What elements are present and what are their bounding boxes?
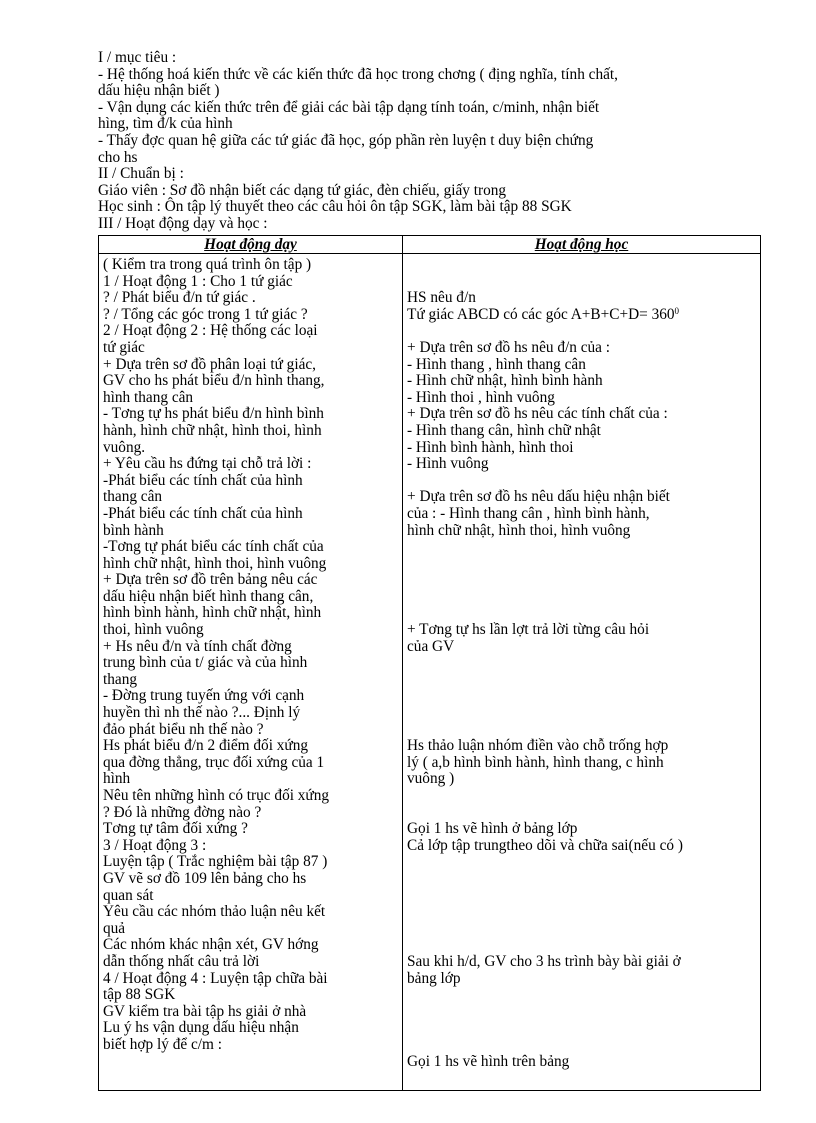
student-line bbox=[407, 805, 756, 822]
intro-line: - Hệ thống hoá kiến thức về các kiến thức đã học trong chơng ( địng nghĩa, tính chất, bbox=[98, 65, 618, 83]
teacher-line: Hs phát biểu đ/n 2 điểm đối xứng bbox=[103, 737, 309, 755]
student-line: + Dựa trên sơ đồ hs nêu các tính chất của : bbox=[407, 405, 668, 423]
student-line bbox=[407, 605, 756, 622]
teacher-line: ( Kiểm tra trong quá trình ôn tập ) bbox=[103, 256, 312, 273]
teacher-activity-cell bbox=[99, 254, 403, 1091]
student-line: - Hình thang cân, hình chữ nhật bbox=[407, 421, 601, 439]
intro-line: III / Hoạt động dạy và học : bbox=[98, 214, 268, 232]
student-line bbox=[407, 871, 756, 888]
student-line bbox=[407, 987, 756, 1004]
teacher-line: Nêu tên những hình có trục đối xứng bbox=[103, 787, 330, 804]
teacher-line: qua đờng thẳng, trục đối xứng của 1 bbox=[103, 753, 325, 771]
teacher-line: 1 / Hoạt động 1 : Cho 1 tứ giác bbox=[103, 272, 293, 290]
teacher-line: + Dựa trên sơ đồ trên bảng nêu các bbox=[103, 571, 318, 589]
teacher-line: Các nhóm khác nhận xét, GV hớng bbox=[103, 936, 319, 954]
table-row bbox=[99, 254, 761, 1091]
student-line bbox=[407, 722, 756, 739]
student-line bbox=[407, 705, 756, 722]
teacher-line: thang bbox=[103, 670, 137, 688]
intro-line: Giáo viên : Sơ đồ nhận biết các dạng tứ giác, đèn chiếu, giấy trong bbox=[98, 181, 507, 199]
teacher-line: hành, hình chữ nhật, hình thoi, hình bbox=[103, 421, 322, 439]
teacher-line: 3 / Hoạt động 3 : bbox=[103, 836, 207, 854]
student-line: - Hình bình hành, hình thoi bbox=[407, 438, 574, 456]
student-line: + Tơng tự hs lần lợt trả lời từng câu hỏi bbox=[407, 621, 650, 639]
activities-table bbox=[98, 235, 761, 1091]
intro-line: hìng, tìm đ/k của hình bbox=[98, 115, 233, 133]
table-header-row bbox=[99, 236, 761, 254]
intro-line: I / mục tiêu : bbox=[98, 49, 177, 66]
teacher-line: + Dựa trên sơ đồ phân loại tứ giác, bbox=[103, 355, 316, 373]
teacher-line: hình chữ nhật, hình thoi, hình vuông bbox=[103, 554, 327, 572]
student-line bbox=[407, 572, 756, 589]
student-line: - Hình vuông bbox=[407, 455, 489, 473]
teacher-line: -Phát biểu các tính chất của hình bbox=[103, 504, 303, 522]
teacher-line: biết hợp lý để c/m : bbox=[103, 1035, 222, 1053]
teacher-line: 4 / Hoạt động 4 : Luyện tập chữa bài bbox=[103, 969, 328, 987]
superscript-zero: 0 bbox=[674, 305, 680, 316]
teacher-line: -Tơng tự phát biểu các tính chất của bbox=[103, 538, 324, 556]
student-line bbox=[407, 937, 756, 954]
student-line bbox=[407, 257, 756, 274]
student-line bbox=[407, 788, 756, 805]
intro-line: - Vận dụng các kiến thức trên để giải các bài tập dạng tính toán, c/minh, nhận biết bbox=[98, 98, 600, 116]
teacher-line: - Đờng trung tuyến ứng với cạnh bbox=[103, 687, 305, 705]
student-line: bảng lớp bbox=[407, 969, 461, 987]
student-line: - Hình thoi , hình vuông bbox=[407, 388, 555, 406]
student-line: vuông ) bbox=[407, 770, 455, 788]
student-line: HS nêu đ/n bbox=[407, 289, 476, 307]
student-line bbox=[407, 1070, 756, 1087]
student-line bbox=[407, 323, 756, 340]
teacher-line: hình thang cân bbox=[103, 388, 194, 406]
intro-line: II / Chuẩn bị : bbox=[98, 165, 184, 183]
student-line bbox=[407, 539, 756, 556]
teacher-line: GV kiểm tra bài tập hs giải ở nhà bbox=[103, 1002, 307, 1020]
teacher-line: -Phát biểu các tính chất của hình bbox=[103, 471, 303, 489]
teacher-line: dẫn thống nhất câu trả lời bbox=[103, 952, 260, 970]
teacher-line: ? / Tổng các góc trong 1 tứ giác ? bbox=[103, 305, 308, 323]
teacher-line: GV vẽ sơ đồ 109 lên bảng cho hs bbox=[103, 869, 307, 887]
teacher-line: dấu hiệu nhận biết hình thang cân, bbox=[103, 587, 314, 605]
student-line bbox=[407, 589, 756, 606]
student-line bbox=[407, 556, 756, 573]
student-line: lý ( a,b hình bình hành, hình thang, c hình bbox=[407, 753, 664, 771]
student-line bbox=[407, 1004, 756, 1021]
teacher-line: đảo phát biểu nh thế nào ? bbox=[103, 720, 264, 738]
student-line: Gọi 1 hs vẽ hình trên bảng bbox=[407, 1052, 570, 1070]
student-line bbox=[407, 672, 756, 689]
student-line: + Dựa trên sơ đồ hs nêu đ/n của : bbox=[407, 338, 611, 356]
student-line: - Hình thang , hình thang cân bbox=[407, 355, 586, 373]
teacher-line: + Hs nêu đ/n và tính chất đờng bbox=[103, 637, 292, 655]
teacher-line: trung bình của t/ giác và của hình bbox=[103, 654, 308, 672]
student-activity-cell bbox=[403, 254, 761, 1091]
teacher-line: ? / Phát biểu đ/n tứ giác . bbox=[103, 289, 256, 307]
teacher-line: Luyện tập ( Trắc nghiệm bài tập 87 ) bbox=[103, 853, 328, 871]
teacher-line: tập 88 SGK bbox=[103, 986, 176, 1004]
teacher-line: thoi, hình vuông bbox=[103, 621, 204, 639]
teacher-line: vuông. bbox=[103, 438, 146, 456]
intro-line: dấu hiệu nhận biết ) bbox=[98, 82, 220, 100]
student-line: của : - Hình thang cân , hình bình hành, bbox=[407, 504, 650, 522]
teacher-line: quan sát bbox=[103, 886, 154, 904]
teacher-line: 2 / Hoạt động 2 : Hệ thống các loại bbox=[103, 322, 318, 340]
teacher-line: Lu ý hs vận dụng dấu hiệu nhận bbox=[103, 1019, 299, 1037]
teacher-line: Tơng tự tâm đối xứng ? bbox=[103, 820, 248, 838]
objectives-section bbox=[98, 50, 778, 233]
student-line bbox=[407, 888, 756, 905]
teacher-line: GV cho hs phát biểu đ/n hình thang, bbox=[103, 372, 325, 390]
teacher-line: huyền thì nh thế nào ?... Định lý bbox=[103, 704, 301, 722]
student-line: Hs thảo luận nhóm điền vào chỗ trống hợp bbox=[407, 737, 669, 755]
student-line: + Dựa trên sơ đồ hs nêu dấu hiệu nhận biết bbox=[407, 488, 670, 506]
student-line bbox=[407, 1037, 756, 1054]
intro-line: - Thấy đợc quan hệ giữa các tứ giác đã học, góp phần rèn luyện t duy biện chứng bbox=[98, 131, 594, 149]
student-line bbox=[407, 854, 756, 871]
student-line bbox=[407, 921, 756, 938]
header-teacher-activity: Hoạt động dạy bbox=[99, 236, 403, 254]
teacher-line: bình hành bbox=[103, 521, 164, 539]
teacher-line: hình bbox=[103, 770, 131, 788]
teacher-line: tứ giác bbox=[103, 338, 145, 356]
student-line bbox=[407, 688, 756, 705]
student-line: của GV bbox=[407, 637, 455, 655]
teacher-line: + Yêu cầu hs đứng tại chỗ trả lời : bbox=[103, 455, 312, 473]
header-student-activity: Hoạt động học bbox=[403, 236, 761, 254]
student-line: hình chữ nhật, hình thoi, hình vuông bbox=[407, 521, 631, 539]
teacher-line: hình bình hành, hình chữ nhật, hình bbox=[103, 604, 322, 622]
intro-line: Học sinh : Ôn tập lý thuyết theo các câu hỏi ôn tập SGK, làm bài tập 88 SGK bbox=[98, 198, 572, 216]
student-line: - Hình chữ nhật, hình bình hành bbox=[407, 372, 603, 390]
student-line: Cả lớp tập trungtheo dõi và chữa sai(nếu có ) bbox=[407, 836, 683, 854]
student-line: Tứ giác ABCD có các góc $A+B+C+D= 360^0$ bbox=[407, 305, 680, 323]
student-line bbox=[407, 274, 756, 291]
teacher-line: ? Đó là những đờng nào ? bbox=[103, 803, 262, 821]
teacher-line: - Tơng tự hs phát biểu đ/n hình bình bbox=[103, 405, 324, 423]
student-line bbox=[407, 904, 756, 921]
student-line bbox=[407, 1020, 756, 1037]
student-line: Sau khi h/d, GV cho 3 hs trình bày bài giải ở bbox=[407, 952, 681, 970]
intro-line: cho hs bbox=[98, 148, 138, 166]
teacher-line: quả bbox=[103, 919, 126, 937]
teacher-line: Yêu cầu các nhóm thảo luận nêu kết bbox=[103, 903, 326, 921]
student-line bbox=[407, 655, 756, 672]
student-line: Gọi 1 hs vẽ hình ở bảng lớp bbox=[407, 820, 578, 838]
teacher-line: thang cân bbox=[103, 488, 163, 506]
student-line bbox=[407, 473, 756, 490]
